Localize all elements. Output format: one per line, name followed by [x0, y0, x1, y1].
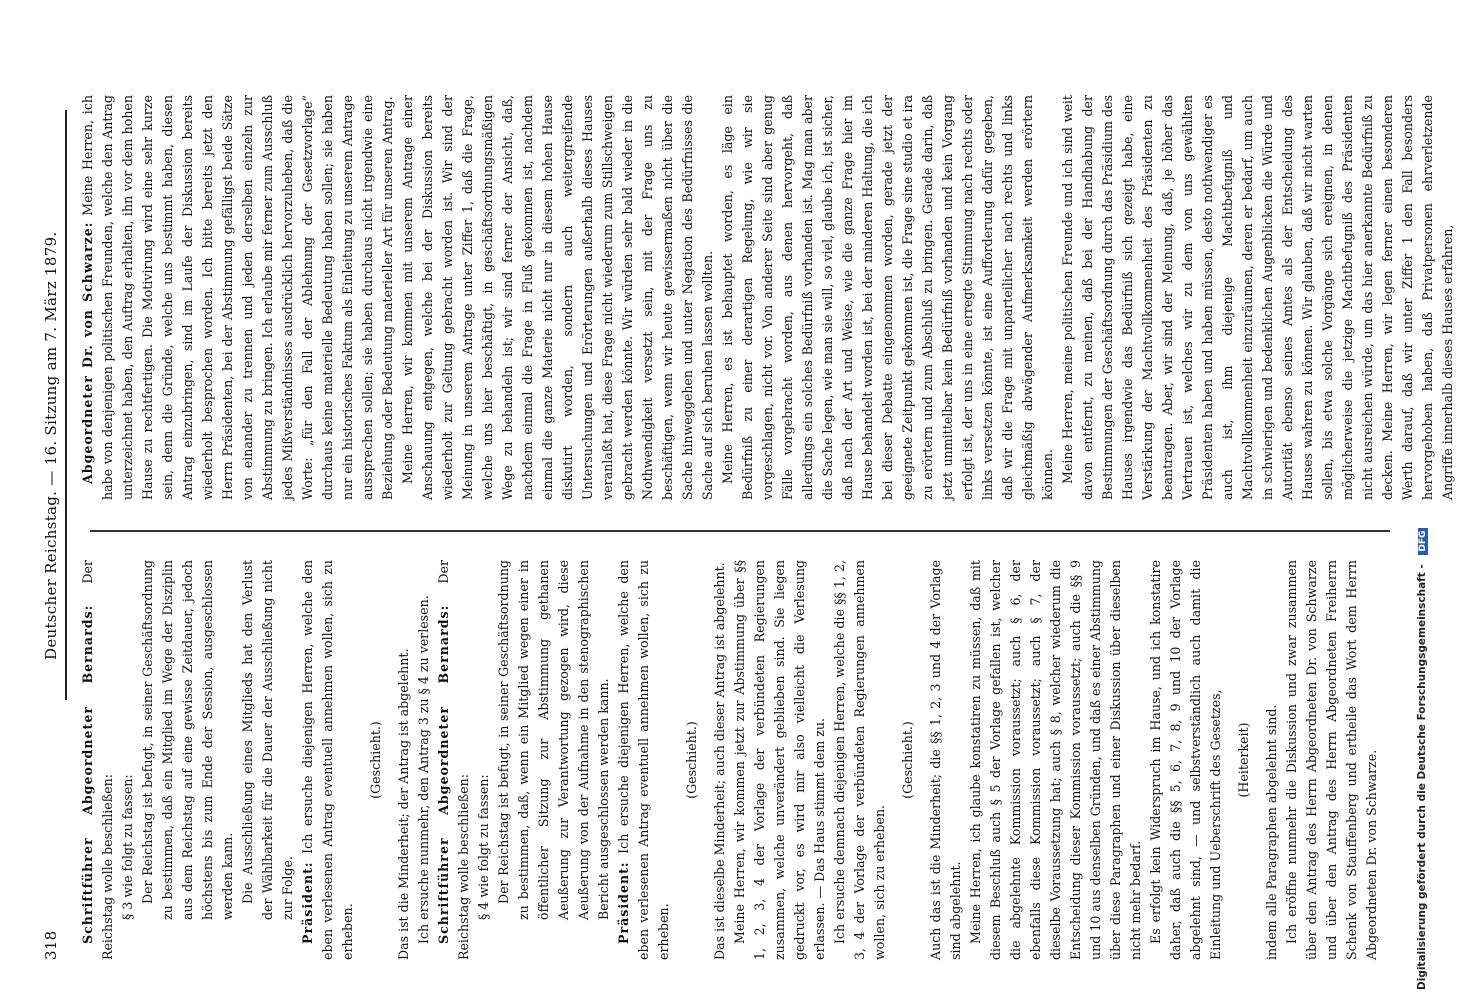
paragraph: [1058, 95, 1458, 500]
paragraph: [730, 560, 830, 960]
left-column: [78, 560, 1382, 960]
paragraph-text: § 4 wie folgt zu fassen:: [476, 774, 491, 920]
paragraph: [138, 560, 238, 920]
speaker-name: Präsident:: [300, 861, 315, 944]
paragraph-text: Ich eröffne nunmehr die Diskussion und zwar zusammen über den Antrag des Herrn Abgeordneten Dr. von Schwarze und über den Antrag des Herrn Abgeordneten Freiherrn Schenk von Stauffenberg und ertheile das Wort dem Herrn Abgeordneten Dr. von Schwarze.: [1284, 560, 1379, 960]
paragraph: [1262, 560, 1282, 960]
paragraph-text: Ich ersuche demnach diejenigen Herren, welche die §§ 1, 2, 3, 4 der Vorlage der verbündeten Regierungen annehmen wollen, sich zu erheben.: [832, 560, 887, 960]
paragraph: [118, 560, 138, 920]
column-separator: [90, 530, 1390, 532]
paragraph: [926, 560, 966, 960]
paragraph-text: Der Reichstag ist befugt, in seiner Geschäftsordnung zu bestimmen, daß, wenn ein Mitglied wegen einer in öffentlicher Sitzung zur Abstimmung gethanen Aeußerung zur Verantwortung gezogen wird, diese Aeußerung von der Aufnahme in den stenographischen Bericht ausgeschlossen werden kann.: [496, 560, 611, 920]
dfg-logo: DFG: [1418, 528, 1428, 555]
speaker-name: Abgeordneter Dr. von Schwarze:: [80, 221, 95, 484]
dfg-note: [1416, 10, 1430, 990]
paragraph: [78, 95, 398, 500]
paragraph-text: (Geschieht.): [684, 721, 699, 799]
paragraph: [434, 560, 474, 960]
speaker-name: Präsident:: [616, 861, 631, 944]
page-header: [36, 60, 76, 960]
paragraph-text: Auch das ist die Minderheit; die §§ 1, 2, 3 und 4 der Vorlage sind abgelehnt.: [928, 560, 963, 960]
paragraph: [238, 560, 298, 920]
paragraph-text: Meine Herren, es ist behauptet worden, es läge ein Bedürfniß zu einer derartigen Regelung, wie wir sie vorgeschlagen, nicht vor. Von anderer Seite sind aber genug Fälle vorgebracht worden, aus denen hervorgeht, daß allerdings ein solches Bedürfniß vorhanden ist. Mag man aber die Sache legen, wie man sie will, so viel, glaube ich, ist sicher, daß nach der Art und Weise, wie die ganze Frage hier im Hause behandelt worden ist, bei der minderen Haltung, die ich bei dieser Debatte eingenommen worden, gerade jetzt der geeignete Zeitpunkt gekommen ist, die Frage sine studio et ira zu erörtern und zum Abschluß zu bringen. Gerade darin, daß jetzt unmittelbar kein Bedürfniß vorhanden und kein Vorgang erfolgt ist, der uns in eine erregte Stimmung nach rechts oder links versetzen könnte, ist eine Aufforderung dafür gegeben, daß wir die Frage mit unparteilicher nach rechts und links gleichmäßig abwägender Aufmerksamkeit werden erörtern können.: [720, 95, 1055, 500]
paragraph: [298, 560, 358, 960]
paragraph-text: Der Reichstag ist befugt, in seiner Geschäftsordnung zu bestimmen, daß ein Mitglied im Wege der Disziplin aus dem Reichstag auf eine gewisse Zeitdauer, jedoch höchstens bis zum Ende der Session, ausgeschlossen werden kann.: [140, 560, 235, 920]
paragraph: [830, 560, 890, 960]
stage-direction: [898, 560, 918, 960]
page-number: 318: [42, 930, 60, 960]
paragraph-text: Die Ausschließung eines Mitglieds hat den Verlust der Wählbarkeit für die Dauer der Ausschließung nicht zur Folge.: [240, 560, 295, 920]
paragraph-text: Meine Herren, meine politischen Freunde und ich sind weit davon entfernt, zu meinen, daß bei der Handhabung der Bestimmungen der Geschäftsordnung durch das Präsidium des Hauses irgendwie das Bedürfniß sich gezeigt habe, eine Verstärkung der Machtvollkommenheit des Präsidenten zu beantragen. Aber, wir sind der Meinung, daß, je höher das Vertrauen ist, welches wir zu dem von uns gewählten Präsidenten haben und haben müssen, desto nothwendiger es auch ist, ihm diejenige Machtbefugniß und Machtvollkommenheit einzuräumen, deren er bedarf, um auch in schwierigen und bedenklichen Augenblicken die Würde und Autorität ebenso seines Amtes als der Entscheidung des Hauses wahren zu können. Wir glauben, daß wir nicht warten sollen, bis etwa solche Vorgänge sich ereignen, in denen möglicherweise die jetzige Machtbefugniß des Präsidenten nicht ausreichen würde, um das hier anerkannte Bedürfniß zu decken. Meine Herren, wir legen ferner einen besonderen Werth darauf, daß wir unter Ziffer 1 den Fall besonders hervorgehoben haben, daß Privatpersonen ehrverletzende Angriffe innerhalb dieses Hauses erfahren,: [1060, 95, 1455, 500]
paragraph-text: Meine Herren, wir kommen mit unserem Antrage einer Anschauung entgegen, welche bei der Diskussion bereits wiederholt zur Geltung gebracht worden ist. Wir sind der Meinung in unserem Antrage unter Ziffer 1, daß die Frage, welche uns hier beschäftigt, in geschäftsordnungsmäßigen Wege zu behandeln ist; wir sind ferner der Ansicht, daß, nachdem einmal die Frage in Fluß gekommen ist, nachdem einmal die ganze Materie nicht nur in diesem hohen Hause diskutirt worden, sondern auch weitergreifende Untersuchungen und Erörterungen außerhalb dieses Hauses veranlaßt hat, diese Frage nicht wiederum zum Stillschweigen gebracht werden könnte. Wir würden sehr bald wieder in die Nothwendigkeit versetzt sein, mit der Frage uns zu beschäftigen, wenn wir heute gewissermaßen nicht über die Sache hinweggehen und unter Negation des Bedürfnisses die Sache auf sich beruhen lassen wollten.: [400, 95, 715, 500]
paragraph: [414, 560, 434, 960]
right-column: [78, 95, 1458, 500]
paragraph-text: § 3 wie folgt zu fassen:: [120, 774, 135, 920]
paragraph-text: (Geschieht.): [368, 721, 383, 799]
paragraph: [398, 95, 718, 500]
document-page: [0, 20, 1455, 1000]
paragraph: [394, 560, 414, 960]
paragraph: [614, 560, 674, 960]
paragraph-text: Ich ersuche nunmehr, den Antrag 3 zu § 4 zu verlesen.: [416, 595, 431, 944]
paragraph: [1282, 560, 1382, 960]
paragraph-text: Es erfolgt kein Widerspruch im Hause, und ich konstatire daher, daß auch die §§ 5, 6, 7, 8, 9 und 10 der Vorlage abgelehnt sind, — und selbstverständlich auch damit die Einleitung und Ueberschrift des Gesetzes,: [1148, 560, 1223, 960]
paragraph: [78, 560, 118, 960]
paragraph: [474, 560, 494, 920]
paragraph: [718, 95, 1058, 500]
paragraph-text: Meine Herren, wir kommen jetzt zur Abstimmung über §§ 1, 2, 3, 4 der Vorlage der verbündeten Regierungen zusammen, welche unverändert geblieben sind. Sie liegen gedruckt vor, es wird mir also vielleicht die Verlesung erlassen. — Das Haus stimmt dem zu.: [732, 560, 827, 960]
dfg-note-text: Digitalisierung gefördert durch die Deutsche Forschungsgemeinschaft -: [1416, 564, 1428, 990]
dfg-sidebar: [1416, 10, 1428, 990]
paragraph-text: indem alle Paragraphen abgelehnt sind.: [1264, 704, 1279, 960]
page-title: Deutscher Reichstag. — 16. Sitzung am 7. März 1879.: [42, 231, 60, 660]
paragraph: [710, 560, 730, 960]
stage-direction: [366, 560, 386, 960]
paragraph: [1146, 560, 1226, 960]
paragraph-text: Der Reichstag wolle beschließen:: [80, 560, 115, 960]
paragraph-text: Meine Herren, ich glaube konstatiren zu müssen, daß mit diesem Beschluß auch § 5 der Vorlage gefallen ist, welcher die abgelehnte Kommission voraussetzt; auch § 6, der ebenfalls diese Kommission voraussetzt; auch § 7, der dieselbe Voraussetzung hat; auch § 8, welcher wiederum die Entscheidung dieser Kommission voraussetzt; auch die §§ 9 und 10 aus denselben Gründen, und daß es einer Abstimmung über diese Paragraphen und einer Diskussion über dieselben nicht mehr bedarf.: [968, 560, 1143, 960]
paragraph: [494, 560, 614, 920]
stage-direction: [682, 560, 702, 960]
paragraph-text: (Heiterkeit): [1236, 722, 1251, 798]
paragraph-text: Ich ersuche diejenigen Herren, welche den eben verlesenen Antrag eventuell annehmen wollen, sich zu erheben.: [616, 559, 671, 960]
speaker-name: Schriftführer Abgeordneter Bernards:: [80, 604, 95, 944]
paragraph-text: (Geschieht.): [900, 721, 915, 799]
speaker-name: Schriftführer Abgeordneter Bernards:: [436, 604, 451, 944]
header-rule: [65, 110, 67, 700]
stage-direction: [1234, 560, 1254, 960]
paragraph-text: Das ist dieselbe Minderheit; auch dieser Antrag ist abgelehnt.: [712, 562, 727, 960]
paragraph-text: Das ist die Minderheit; der Antrag ist abgelehnt.: [396, 648, 411, 960]
paragraph-text: Der Reichstag wolle beschließen:: [436, 560, 471, 960]
paragraph: [966, 560, 1146, 960]
paragraph-text: Ich ersuche diejenigen Herren, welche den eben verlesenen Antrag eventuell annehmen wollen, sich zu erheben.: [300, 559, 355, 960]
paragraph-text: Meine Herren, ich habe von denjenigen politischen Freunden, welche den Antrag unterzeichnet haben, den Auftrag erhalten, ihn vor dem hohen Hause zu rechtfertigen. Die Motivirung wird eine sehr kurze sein, denn die Gründe, welche uns bestimmt haben, diesen Antrag einzubringen, sind im Laufe der Diskussion bereits wiederholt besprochen worden. Ich bitte bereits jetzt den Herrn Präsidenten, bei der Abstimmung gefälligst beide Sätze von einander zu trennen und jeden derselben einzeln zur Abstimmung zu bringen. Ich erlaube mir ferner zum Ausschluß jedes Mißverständnisses ausdrücklich hervorzuheben, daß die Worte: „für den Fall der Ablehnung der Gesetzvorlage“ durchaus keine materielle Bedeutung haben sollen; sie haben nur ein historisches Faktum als Einleitung zu unserem Antrage aussprechen sollen; sie haben durchaus nicht irgendwie eine Beziehung oder Bedeutung materieller Art für unseren Antrag.: [80, 95, 395, 500]
